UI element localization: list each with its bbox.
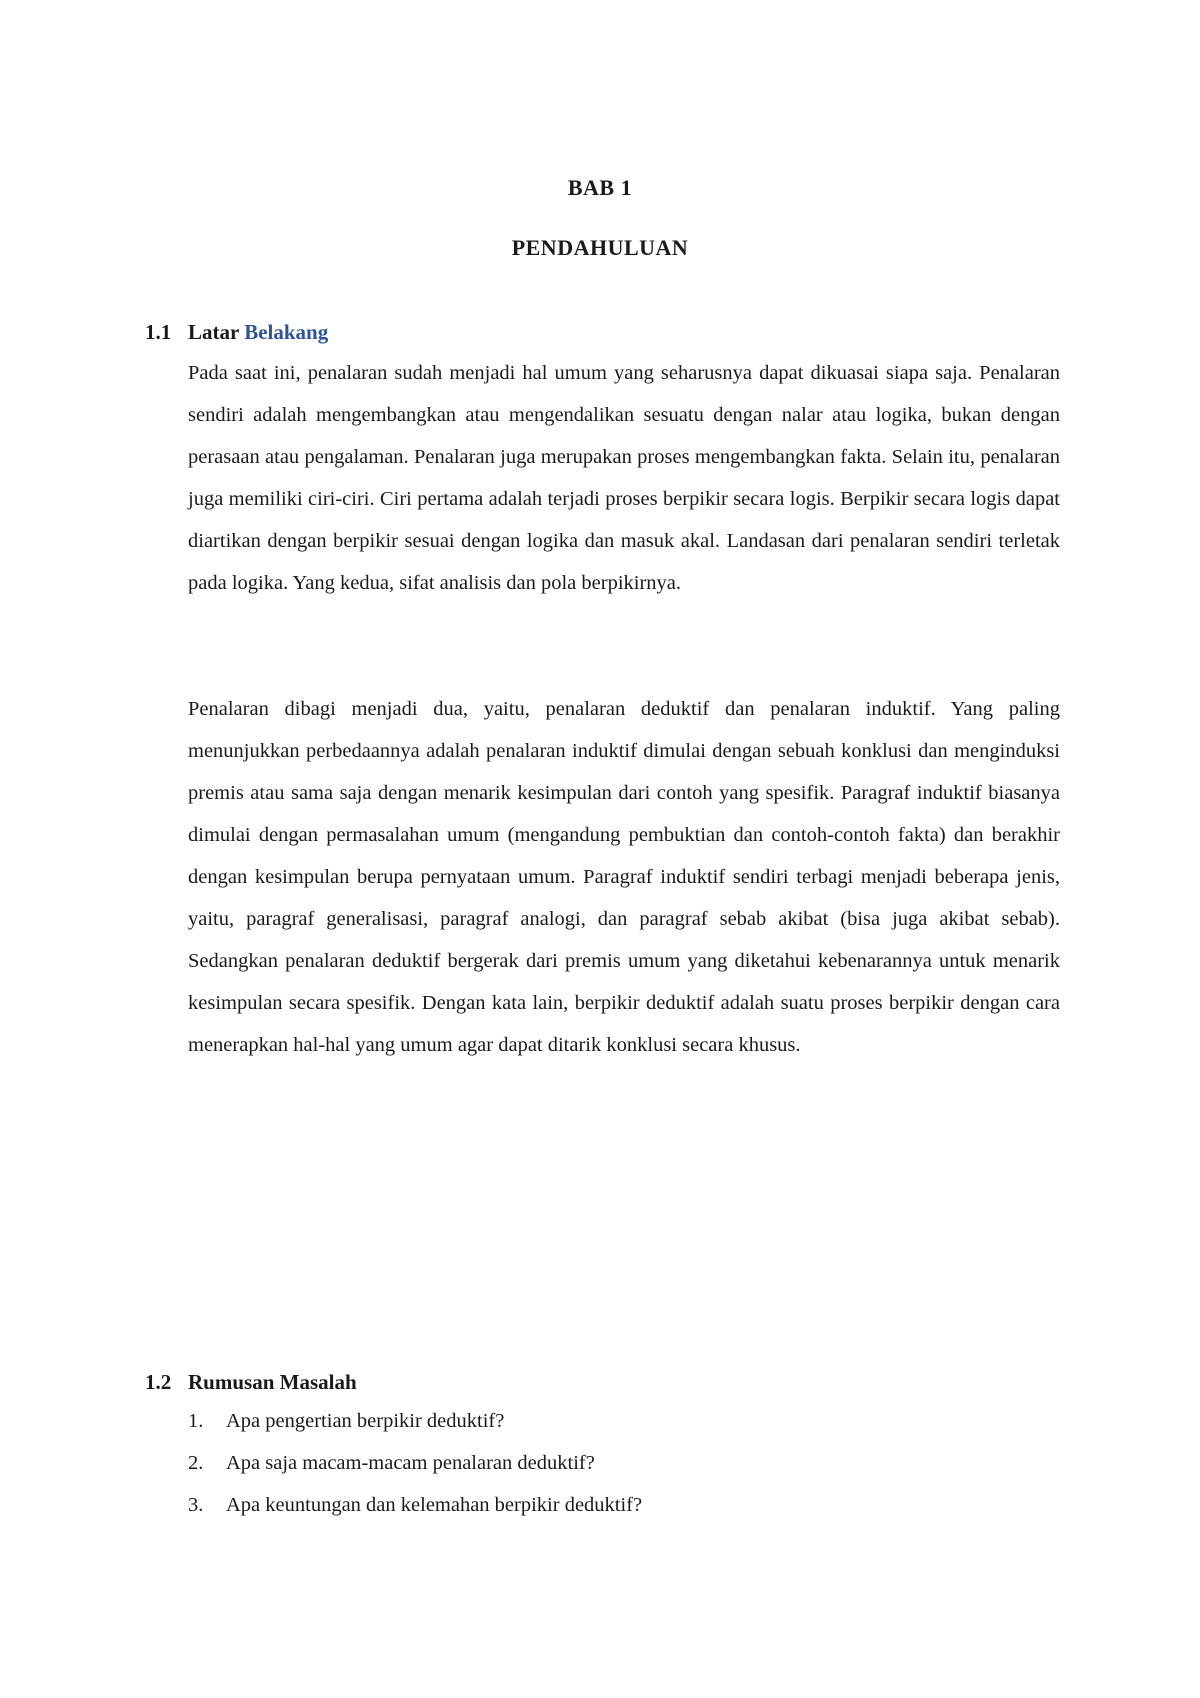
list-item-number: 2. xyxy=(188,1452,204,1474)
list-item-text: Apa keuntungan dan kelemahan berpikir deduktif? xyxy=(226,1494,643,1516)
question-list xyxy=(188,1400,642,1526)
list-item-number: 1. xyxy=(188,1410,204,1432)
list-item xyxy=(188,1400,642,1442)
chapter-number: BAB 1 xyxy=(567,175,633,200)
section-heading-latar-belakang xyxy=(145,320,328,345)
list-item-text: Apa saja macam-macam penalaran deduktif? xyxy=(226,1452,595,1474)
paragraph-2: Penalaran dibagi menjadi dua, yaitu, penalaran deduktif dan penalaran induktif. Yang paling menunjukkan perbedaannya adalah penalaran induktif dimulai dengan sebuah konklusi dan menginduksi premis atau sama saja dengan menarik kesimpulan dari contoh yang spesifik. Paragraf induktif biasanya dimulai dengan permasalahan umum (mengandung pembuktian dan contoh-contoh fakta) dan berakhir dengan kesimpulan berupa pernyataan umum. Paragraf induktif sendiri terbagi menjadi beberapa jenis, yaitu, paragraf generalisasi, paragraf analogi, dan paragraf sebab akibat (bisa juga akibat sebab). Sedangkan penalaran deduktif bergerak dari premis umum yang diketahui kebenarannya untuk menarik kesimpulan secara spesifik. Dengan kata lain, berpikir deduktif adalah suatu proses berpikir dengan cara menerapkan hal-hal yang umum agar dapat ditarik konklusi secara khusus. xyxy=(188,698,1060,1056)
list-item xyxy=(188,1442,642,1484)
list-item xyxy=(188,1484,642,1526)
section-title: Rumusan Masalah xyxy=(188,1370,357,1394)
section-title-part2: Belakang xyxy=(244,320,329,344)
section-number: 1.1 xyxy=(145,320,172,344)
chapter-title: PENDAHULUAN xyxy=(511,235,689,260)
list-item-text: Apa pengertian berpikir deduktif? xyxy=(226,1410,505,1432)
paragraph-1: Pada saat ini, penalaran sudah menjadi hal umum yang seharusnya dapat dikuasai siapa saja. Penalaran sendiri adalah mengembangkan atau mengendalikan sesuatu dengan nalar atau logika, bukan dengan perasaan atau pengalaman. Penalaran juga merupakan proses mengembangkan fakta. Selain itu, penalaran juga memiliki ciri-ciri. Ciri pertama adalah terjadi proses berpikir secara logis. Berpikir secara logis dapat diartikan dengan berpikir sesuai dengan logika dan masuk akal. Landasan dari penalaran sendiri terletak pada logika. Yang kedua, sifat analisis dan pola berpikirnya. xyxy=(188,362,1060,594)
section-heading-rumusan-masalah xyxy=(145,1370,357,1395)
list-item-number: 3. xyxy=(188,1494,204,1516)
section-number: 1.2 xyxy=(145,1370,172,1394)
section-title-part1: Latar xyxy=(188,320,239,344)
